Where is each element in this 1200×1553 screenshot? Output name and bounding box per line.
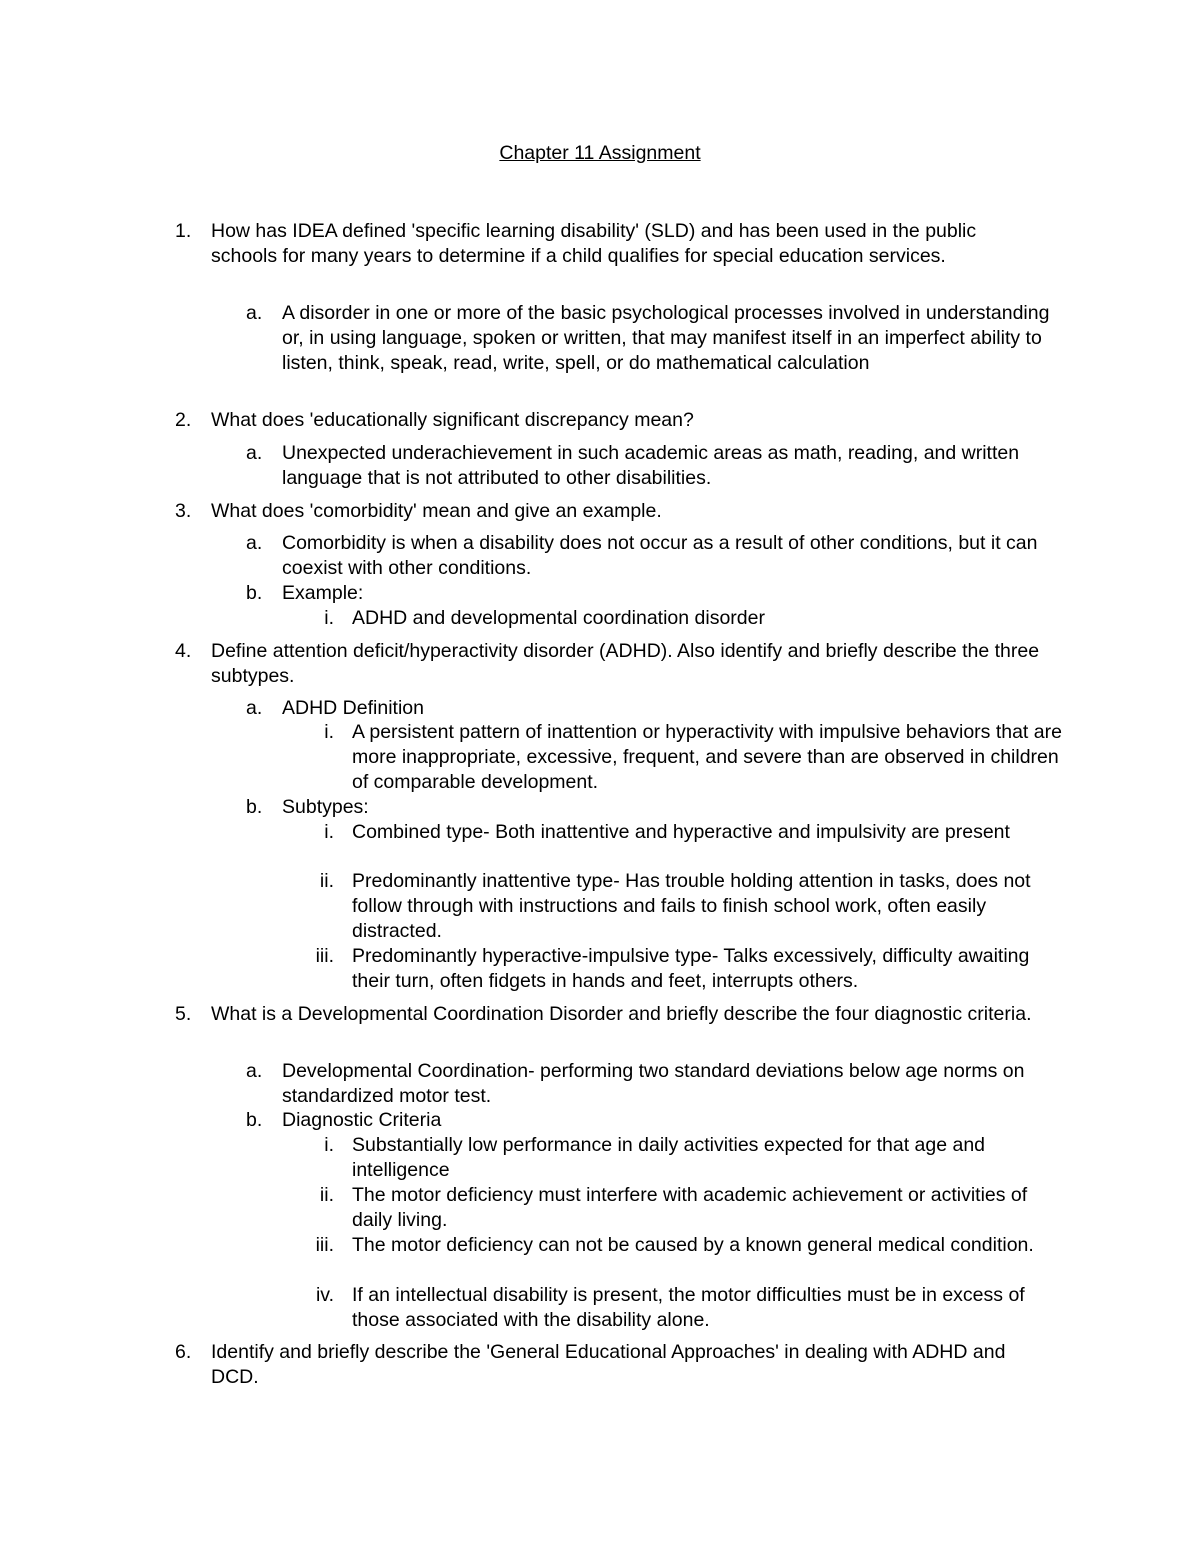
answer-text: Diagnostic Criteria (282, 1109, 442, 1131)
answer-label: ii. (319, 1184, 334, 1206)
answer-label: b. (246, 1109, 263, 1131)
question-text: What is a Developmental Coordination Disorder and briefly describe the four diagnostic criteria. (211, 1003, 1032, 1025)
answer-text: A disorder in one or more of the basic psychological processes involved in understanding or, in using language, spoken or written, that may manifest itself in an imperfect ability to listen, think, speak, read, write, spell, or do mathematical calculation (282, 302, 1050, 374)
question-number: 3. (175, 500, 192, 522)
question-number: 6. (175, 1341, 192, 1363)
answer-label: a. (246, 532, 263, 554)
answer-text: ADHD Definition (282, 697, 424, 719)
answer-text: ADHD and developmental coordination disorder (352, 607, 765, 629)
answer-text: Developmental Coordination- performing two standard deviations below age norms on standardized motor test. (282, 1060, 1025, 1107)
answer-text: A persistent pattern of inattention or hyperactivity with impulsive behaviors that are more inappropriate, excessive, frequent, and severe than are observed in children of comparable development. (352, 721, 1062, 793)
answer-label: iii. (315, 1234, 334, 1256)
answer-label: b. (246, 582, 263, 604)
answer-label: a. (246, 697, 263, 719)
question-number: 4. (175, 640, 192, 662)
document-title: Chapter 11 Assignment (499, 142, 701, 164)
answer-label: iv. (315, 1284, 334, 1306)
answer-text: If an intellectual disability is present, the motor difficulties must be in excess of those associated with the disability alone. (352, 1284, 1025, 1331)
answer-text: Predominantly hyperactive-impulsive type- Talks excessively, difficulty awaiting their turn, often fidgets in hands and feet, interrupts others. (352, 945, 1030, 992)
answer-text: Unexpected underachievement in such academic areas as math, reading, and written language that is not attributed to other disabilities. (282, 442, 1020, 489)
question-text: Identify and briefly describe the 'General Educational Approaches' in dealing with ADHD and DCD. (211, 1341, 1006, 1388)
answer-label: iii. (315, 945, 334, 967)
question-text: How has IDEA defined 'specific learning disability' (SLD) and has been used in the public schools for many years to determine if a child qualifies for special education services. (211, 220, 977, 267)
answer-text: The motor deficiency must interfere with academic achievement or activities of daily living. (352, 1184, 1028, 1231)
answer-text: Comorbidity is when a disability does not occur as a result of other conditions, but it can coexist with other conditions. (282, 532, 1038, 579)
answer-text: Substantially low performance in daily activities expected for that age and intelligence (352, 1134, 986, 1181)
answer-label: a. (246, 302, 263, 324)
answer-text: The motor deficiency can not be caused by a known general medical condition. (352, 1234, 1034, 1256)
answer-text: Subtypes: (282, 796, 369, 818)
question-number: 1. (175, 220, 192, 242)
question-text: What does 'comorbidity' mean and give an example. (211, 500, 662, 522)
answer-label: i. (324, 607, 334, 629)
answer-label: a. (246, 1060, 263, 1082)
question-number: 2. (175, 409, 192, 431)
question-number: 5. (175, 1003, 192, 1025)
answer-text: Combined type- Both inattentive and hyperactive and impulsivity are present (352, 821, 1010, 843)
answer-text: Predominantly inattentive type- Has trouble holding attention in tasks, does not follow through with instructions and fails to finish school work, often easily distracted. (352, 870, 1031, 942)
answer-text: Example: (282, 582, 364, 604)
answer-label: ii. (319, 870, 334, 892)
answer-label: a. (246, 442, 263, 464)
answer-label: i. (324, 1134, 334, 1156)
question-text: Define attention deficit/hyperactivity disorder (ADHD). Also identify and briefly describe the three subtypes. (211, 640, 1040, 687)
answer-label: i. (324, 821, 334, 843)
answer-label: i. (324, 721, 334, 743)
question-text: What does 'educationally significant discrepancy mean? (211, 409, 694, 431)
answer-label: b. (246, 796, 263, 818)
